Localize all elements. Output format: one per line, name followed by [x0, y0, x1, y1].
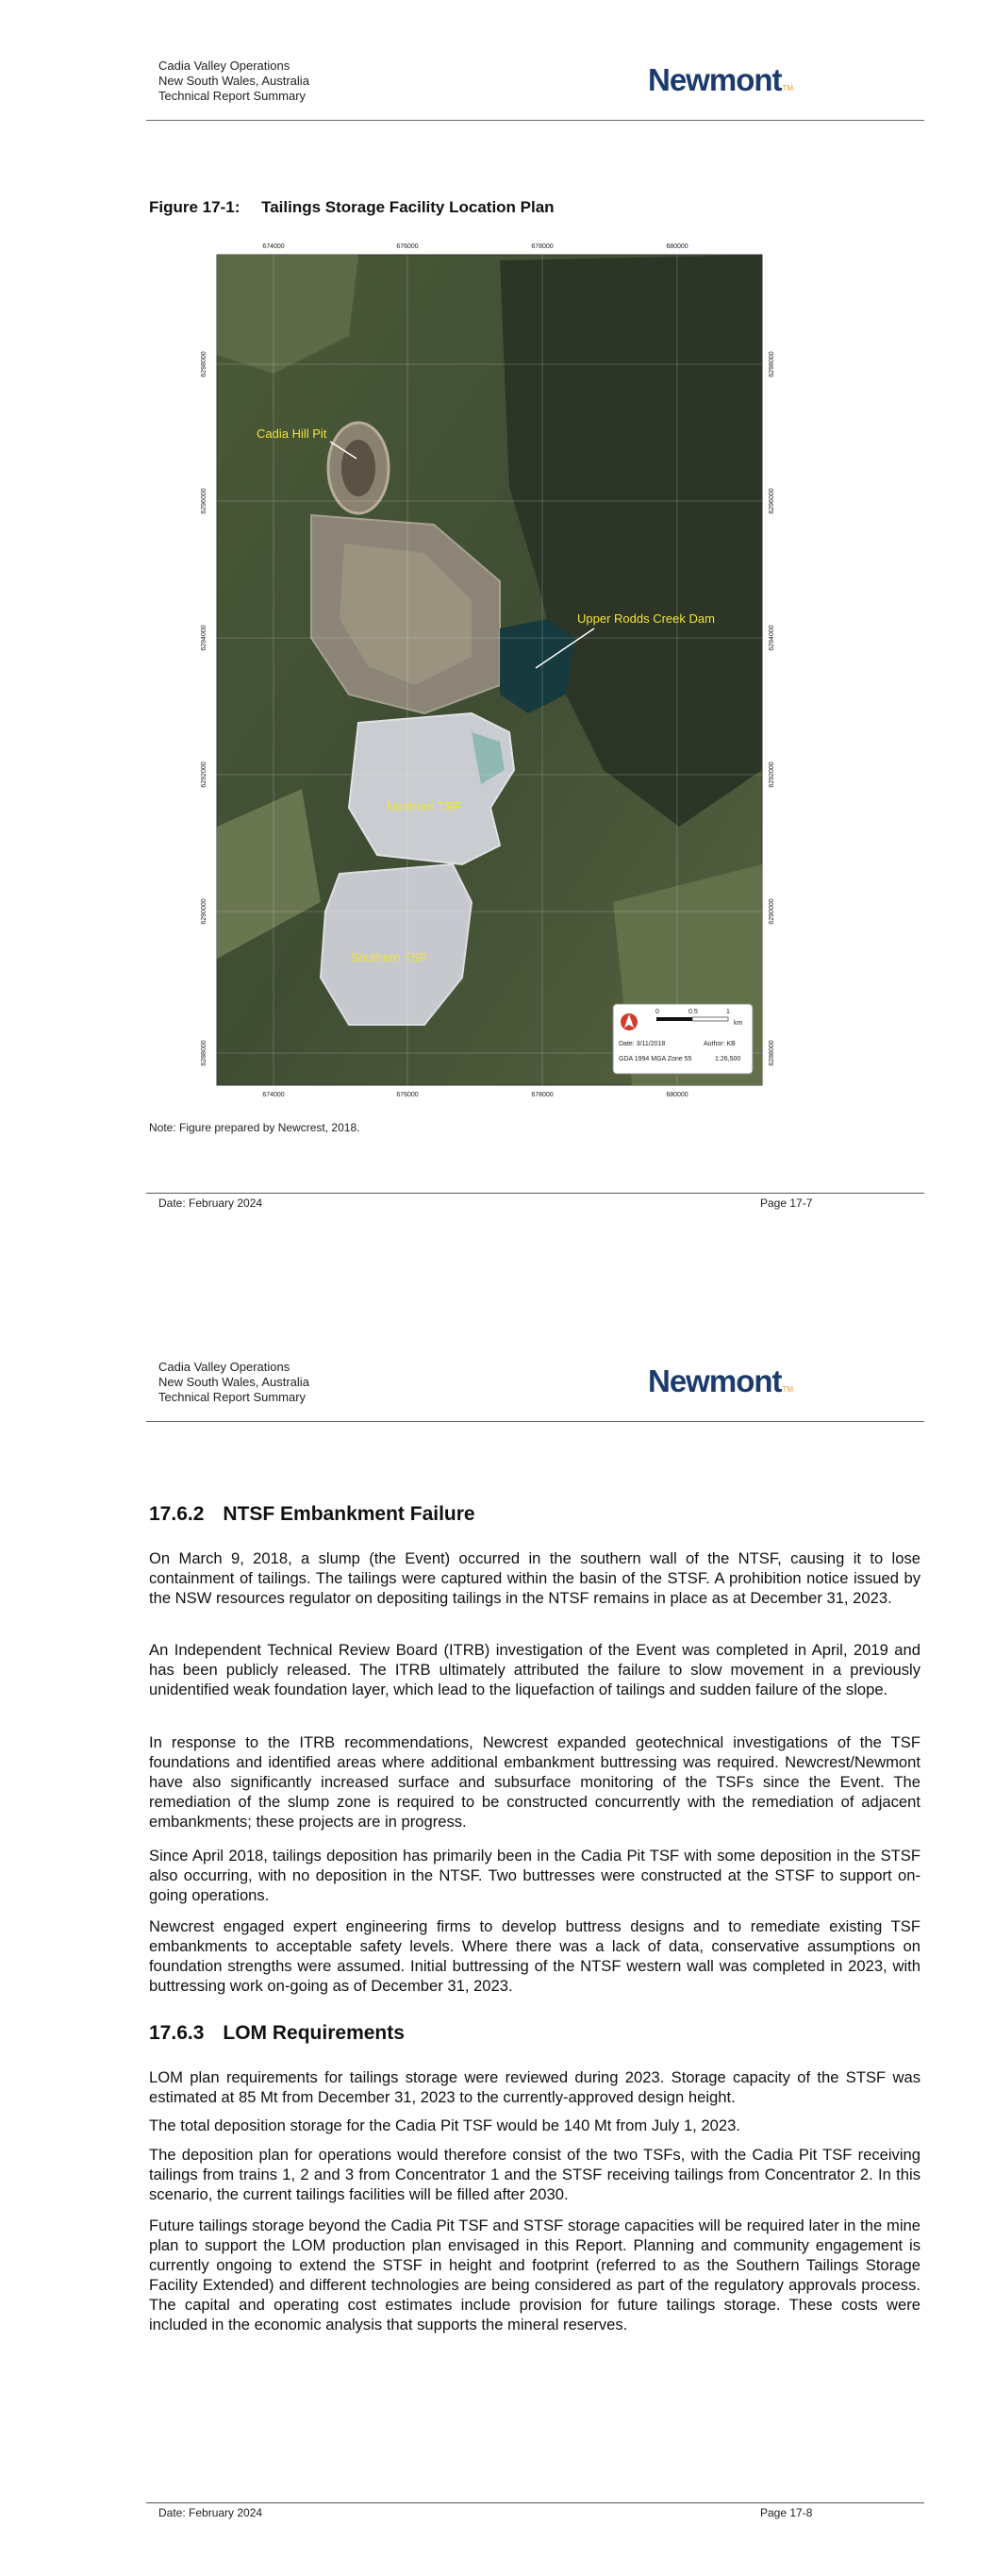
header-line-location: New South Wales, Australia [158, 1375, 309, 1389]
scale-tick: 1 [726, 1009, 730, 1015]
footer-date: Date: February 2024 [158, 1196, 263, 1210]
page-17-8 [0, 1288, 995, 2576]
easting-tick: 680000 [666, 243, 688, 250]
northing-tick: 6294000 [769, 625, 775, 651]
section-title: NTSF Embankment Failure [223, 1503, 475, 1525]
header-line-report: Technical Report Summary [158, 89, 307, 103]
map-figure [189, 242, 783, 1105]
figure-note: Note: Figure prepared by Newcrest, 2018. [149, 1121, 360, 1134]
easting-tick: 678000 [531, 243, 554, 250]
easting-tick: 674000 [262, 1092, 285, 1098]
northing-tick: 6292000 [769, 761, 775, 788]
northing-tick: 6292000 [201, 761, 207, 788]
footer-page-number: Page 17-7 [760, 1196, 813, 1210]
map-author: Author: KB [704, 1041, 736, 1047]
easting-tick: 678000 [531, 1092, 554, 1098]
paragraph: Future tailings storage beyond the Cadia Pit TSF and STSF storage capacities will be required later in the mine plan to support the LOM production plan envisaged in this Report. Planning and community engagement is currently ongoing to extend the STSF in height and footprint (referred to as the Southern Tailings Storage Facility Extended) and different technologies are being considered as part of the regulatory approvals process. The capital and operating cost estimates include provision for future tailings storage. These costs were included in the economic analysis that supports the mineral reserves. [149, 2216, 920, 2333]
northern-tsf-shape [349, 713, 514, 864]
paragraph: LOM plan requirements for tailings storage were reviewed during 2023. Storage capacity of the STSF was estimated at 85 Mt from December 31, 2023 to the currently-approved design height. [149, 2068, 920, 2106]
page-header-text [158, 59, 309, 104]
footer-date: Date: February 2024 [158, 2506, 263, 2519]
easting-ticks-bottom [262, 1092, 688, 1098]
scale-unit: km [734, 1020, 743, 1027]
header-line-company: Cadia Valley Operations [158, 1360, 290, 1374]
northing-tick: 6298000 [769, 351, 775, 377]
header-line-company: Cadia Valley Operations [158, 59, 290, 73]
scale-tick: 0.5 [688, 1009, 698, 1015]
easting-tick: 676000 [396, 1092, 419, 1098]
logo-trademark: TM [782, 1385, 794, 1394]
footer-divider [146, 2502, 924, 2503]
section-heading-ntsf [149, 1503, 475, 1526]
easting-tick: 676000 [396, 243, 419, 250]
map-date: Date: 3/11/2018 [619, 1041, 666, 1047]
label-cadia-hill-pit: Cadia Hill Pit [257, 427, 327, 441]
figure-title: Tailings Storage Facility Location Plan [261, 198, 555, 216]
header-divider [146, 1421, 924, 1422]
paragraph: Newcrest engaged expert engineering firms to develop buttress designs and to remediate existing TSF embankments to acceptable safety levels. Where there was a lack of data, conservative assumptions on foundation strengths were assumed. Initial buttressing of the NTSF western wall was completed in 2023, with buttressing work on-going as of December 31, 2023. [149, 1917, 920, 1995]
paragraph: In response to the ITRB recommendations, Newcrest expanded geotechnical investigations of the TSF foundations and identified areas where additional embankment buttressing was required. Newcrest/Newmont have also significantly increased surface and subsurface monitoring of the TSFs since the Event. The remediation of the slump zone is required to be constructed concurrently with the remediation of adjacent embankments; these projects are in progress. [149, 1733, 920, 1831]
paragraph: The total deposition storage for the Cadia Pit TSF would be 140 Mt from July 1, 2023. [149, 2116, 740, 2134]
label-northern-tsf: Northern TSF [387, 799, 461, 813]
northing-tick: 6296000 [201, 488, 207, 514]
northing-tick: 6294000 [201, 625, 207, 651]
northing-tick: 6298000 [201, 351, 207, 377]
figure-number: Figure 17-1: [149, 198, 240, 216]
label-upper-rodds-creek-dam: Upper Rodds Creek Dam [577, 611, 715, 626]
paragraph: On March 9, 2018, a slump (the Event) occurred in the southern wall of the NTSF, causing it to lose containment of tailings. The tailings were captured within the basin of the STSF. A prohibition notice issued by the NSW resources regulator on depositing tailings in the NTSF remains in place as at December 31, 2023. [149, 1549, 920, 1607]
map-legend-box [613, 1004, 753, 1074]
northing-tick: 6288000 [201, 1040, 207, 1066]
northing-ticks-left [201, 351, 207, 1065]
northing-tick: 6290000 [201, 898, 207, 925]
header-divider [146, 120, 924, 121]
logo-text: Newmont [648, 62, 782, 97]
section-heading-lom [149, 2022, 405, 2045]
map-scale-ratio: 1:26,500 [715, 1056, 741, 1062]
logo-text: Newmont [648, 1363, 782, 1398]
header-line-location: New South Wales, Australia [158, 74, 309, 88]
northing-tick: 6296000 [769, 488, 775, 514]
newmont-logo [648, 1363, 793, 1399]
easting-tick: 680000 [666, 1092, 688, 1098]
map-datum: GDA 1994 MGA Zone 55 [619, 1056, 692, 1062]
northing-tick: 6290000 [769, 898, 775, 925]
paragraph: The deposition plan for operations would therefore consist of the two TSFs, with the Cadia Pit TSF receiving tailings from trains 1, 2 and 3 from Concentrator 1 and the STSF receiving tailings from Concentrator 2. In this scenario, the current tailings facilities will be filled after 2030. [149, 2146, 920, 2203]
newmont-logo [648, 62, 793, 98]
page-header-text [158, 1360, 309, 1405]
footer-page-number: Page 17-8 [760, 2506, 813, 2519]
label-southern-tsf: Southern TSF [351, 950, 427, 964]
paragraph: An Independent Technical Review Board (ITRB) investigation of the Event was completed in April, 2019 and has been publicly released. The ITRB ultimately attributed the failure to slow movement in a previously unidentified weak foundation layer, which lead to the liquefaction of tailings and sudden failure of the slope. [149, 1641, 920, 1698]
tsf-location-map [189, 242, 783, 1105]
northing-tick: 6288000 [769, 1040, 775, 1066]
scale-tick: 0 [655, 1009, 659, 1015]
footer-divider [146, 1193, 924, 1194]
paragraph: Since April 2018, tailings deposition has primarily been in the Cadia Pit TSF with some deposition in the STSF also occurring, with no deposition in the NTSF. Two buttresses were constructed at the STSF to support on-going operations. [149, 1847, 920, 1904]
figure-caption [149, 198, 555, 217]
section-title: LOM Requirements [223, 2022, 405, 2044]
section-number: 17.6.3 [149, 2022, 205, 2044]
cadia-hill-pit-core [341, 440, 375, 496]
header-line-report: Technical Report Summary [158, 1390, 307, 1404]
scale-bar-segment [692, 1017, 728, 1021]
section-number: 17.6.2 [149, 1503, 205, 1525]
northing-ticks-right [769, 351, 775, 1065]
logo-trademark: TM [782, 84, 794, 92]
easting-tick: 674000 [262, 243, 285, 250]
easting-ticks-top [262, 243, 688, 250]
scale-bar-segment [656, 1017, 692, 1021]
